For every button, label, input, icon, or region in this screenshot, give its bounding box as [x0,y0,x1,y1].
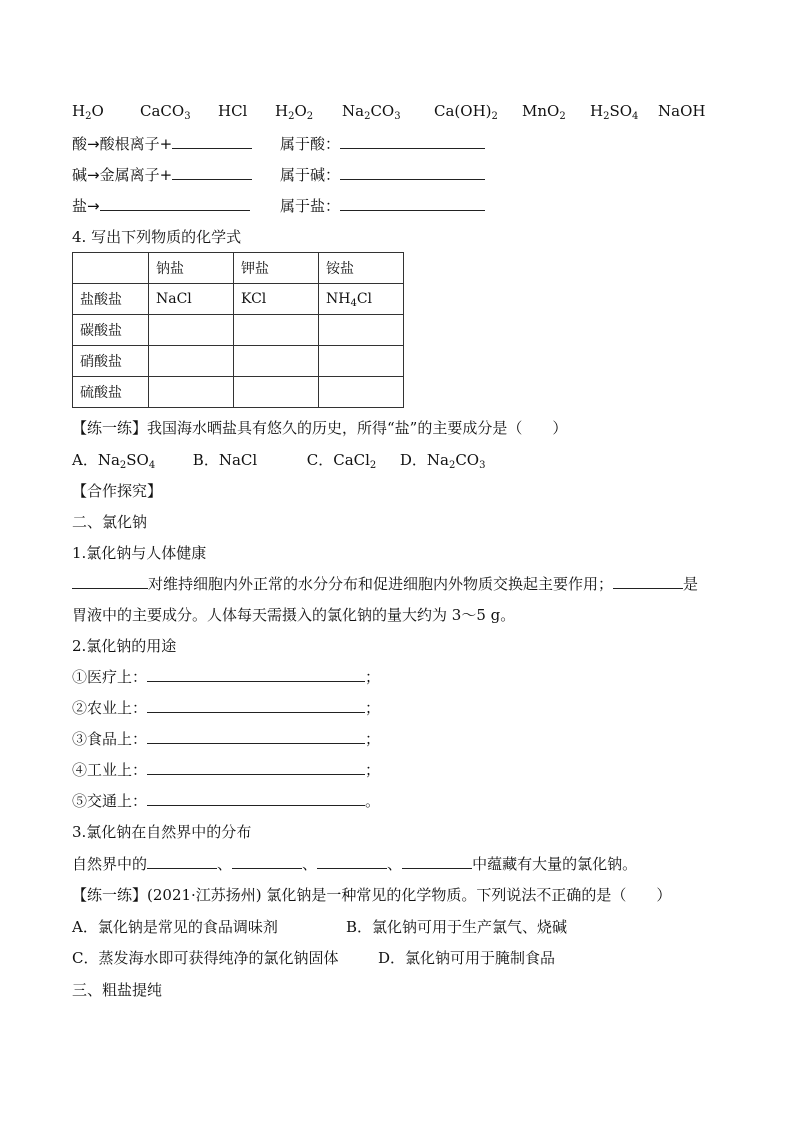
practice2-option-a[interactable]: A．氯化钠是常见的食品调味剂 [72,918,278,936]
nature-blank-1[interactable] [147,854,217,869]
acid-members-line [280,134,485,154]
salt-formula-table [72,252,404,408]
row-label: 盐酸盐 [73,284,149,315]
practice2-option-d[interactable]: D．氯化钠可用于腌制食品 [378,949,556,967]
salt-members-label: 属于盐： [280,197,341,215]
formula-item: $H_2O_2$ [275,102,314,122]
q4-title: 4. 写出下列物质的化学式 [72,228,242,246]
formula-item: $Ca(OH)_2$ [434,102,498,122]
table-header-cell: 钾盐 [234,253,319,284]
answer-cell[interactable] [319,377,404,408]
acid-label: 酸→酸根离子+ [72,135,173,153]
answer-cell[interactable] [149,315,234,346]
base-line [72,165,252,185]
answer-cell[interactable] [149,346,234,377]
table-row [73,284,404,315]
answer-cell[interactable] [234,377,319,408]
formula-item: HCl [218,102,248,120]
practice2-option-b[interactable]: B．氯化钠可用于生产氯气、烧碱 [346,918,568,936]
table-header-cell [73,253,149,284]
salt-label: 盐→ [72,197,100,215]
nature-blank-2[interactable] [232,854,302,869]
table-cell: NaCl [149,284,234,315]
base-label: 碱→金属离子+ [72,166,173,184]
option-c[interactable]: C．CaCl$_2$ [306,451,377,471]
acid-blank[interactable] [172,134,252,149]
table-header-cell: 铵盐 [319,253,404,284]
cooperative-heading: 【合作探究】 [72,482,163,500]
use-medical-blank[interactable] [147,667,365,682]
use-industry-blank[interactable] [147,760,365,775]
acid-line [72,134,252,154]
row-label: 硫酸盐 [73,377,149,408]
nature-blank-3[interactable] [317,854,387,869]
acid-members-blank[interactable] [340,134,485,149]
s2-3-title: 3.氯化钠在自然界中的分布 [72,823,252,841]
base-members-blank[interactable] [340,165,485,180]
row-label: 碳酸盐 [73,315,149,346]
practice1-question: 【练一练】我国海水晒盐具有悠久的历史，所得“盐”的主要成分是（ ） [72,419,568,437]
base-members-line [280,165,485,185]
answer-cell[interactable] [149,377,234,408]
option-d[interactable]: D．$Na_2CO_3$ [399,451,486,471]
section2-heading: 二、氯化钠 [72,513,148,531]
use-agri-line: ②农业上： ； [72,699,381,717]
formula-item: $H_2SO_4$ [590,102,639,122]
formula-item: CaCO$_3$ [140,102,191,122]
option-b[interactable]: B．NaCl [192,451,258,469]
answer-cell[interactable] [234,346,319,377]
answer-cell[interactable] [234,315,319,346]
use-medical-line: ①医疗上： ； [72,668,381,686]
base-members-label: 属于碱： [280,166,341,184]
salt-blank[interactable] [100,196,250,211]
use-traffic-line: ⑤交通上： 。 [72,792,381,810]
use-food-line: ③食品上： ； [72,730,381,748]
s2-3-line: 自然界中的 、 、 、 中蕴藏有大量的氯化钠。 [72,855,638,873]
use-agri-blank[interactable] [147,698,365,713]
s2-1-title: 1.氯化钠与人体健康 [72,544,207,562]
section3-heading: 三、粗盐提纯 [72,981,163,999]
salt-members-blank[interactable] [340,196,485,211]
answer-cell[interactable] [319,315,404,346]
s2-1-line2: 胃液中的主要成分。人体每天需摄入的氯化钠的量大约为 3～5 g。 [72,606,516,624]
table-cell: KCl [234,284,319,315]
health-blank-1[interactable] [72,574,148,589]
acid-members-label: 属于酸： [280,135,341,153]
table-row [73,346,404,377]
table-header-row [73,253,404,284]
nature-blank-4[interactable] [402,854,472,869]
table-cell: $NH_4Cl$ [319,284,404,315]
practice2-option-c[interactable]: C．蒸发海水即可获得纯净的氯化钠固体 [72,949,339,967]
formula-item: MnO$_2$ [522,102,566,122]
table-header-cell: 钠盐 [149,253,234,284]
option-a[interactable]: A．$Na_2SO_4$ [72,451,156,471]
salt-line [72,196,250,216]
table-row [73,315,404,346]
practice1-options [72,450,485,470]
formula-item: $H_2O$ [72,102,104,122]
salt-members-line [280,196,485,216]
use-traffic-blank[interactable] [147,791,365,806]
base-blank[interactable] [172,165,252,180]
answer-cell[interactable] [319,346,404,377]
formula-item: NaOH [658,102,706,120]
formula-item: $Na_2CO_3$ [342,102,401,122]
health-blank-2[interactable] [613,574,683,589]
table-row [73,377,404,408]
s2-1-line1: 对维持细胞内外正常的水分分布和促进细胞内外物质交换起主要作用； 是 [72,574,698,594]
use-food-blank[interactable] [147,729,365,744]
row-label: 硝酸盐 [73,346,149,377]
use-industry-line: ④工业上： ； [72,761,381,779]
practice2-question: 【练一练】(2021·江苏扬州) 氯化钠是一种常见的化学物质。下列说法不正确的是（ ） [72,886,672,904]
s2-2-title: 2.氯化钠的用途 [72,637,177,655]
